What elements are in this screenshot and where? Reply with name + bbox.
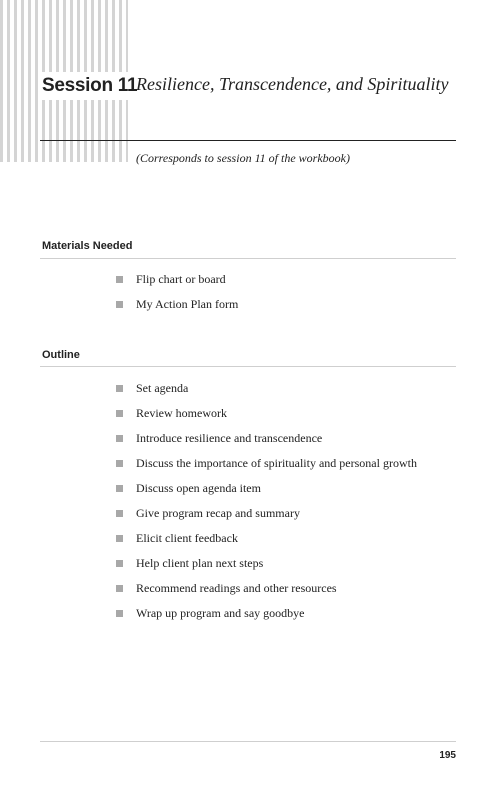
session-label: Session 11 [38, 72, 143, 100]
list-item-text: Review homework [136, 406, 227, 420]
list-item [116, 551, 417, 576]
list-item-text: My Action Plan form [136, 297, 239, 311]
list-item [116, 401, 417, 426]
list-item-text: Wrap up program and say goodbye [136, 606, 305, 620]
page-number: 195 [439, 750, 456, 761]
list-item-text: Introduce resilience and transcendence [136, 431, 323, 445]
square-bullet-icon [116, 560, 123, 567]
list-item [116, 267, 238, 292]
list-item-text: Elicit client feedback [136, 531, 238, 545]
square-bullet-icon [116, 435, 123, 442]
square-bullet-icon [116, 610, 123, 617]
list-item [116, 501, 417, 526]
list-item-text: Give program recap and summary [136, 506, 300, 520]
square-bullet-icon [116, 385, 123, 392]
list-item [116, 426, 417, 451]
list-item [116, 451, 417, 476]
square-bullet-icon [116, 510, 123, 517]
materials-divider [40, 258, 456, 259]
materials-list [116, 267, 238, 317]
outline-divider [40, 366, 456, 367]
square-bullet-icon [116, 301, 123, 308]
footer-divider [40, 741, 456, 742]
list-item [116, 376, 417, 401]
square-bullet-icon [116, 276, 123, 283]
square-bullet-icon [116, 485, 123, 492]
square-bullet-icon [116, 535, 123, 542]
list-item-text: Discuss open agenda item [136, 481, 261, 495]
list-item-text: Recommend readings and other resources [136, 581, 337, 595]
square-bullet-icon [116, 585, 123, 592]
list-item [116, 576, 417, 601]
session-title: Resilience, Transcendence, and Spirituality [136, 74, 449, 94]
outline-list [116, 376, 417, 626]
list-item-text: Discuss the importance of spirituality and personal growth [136, 456, 417, 470]
list-item-text: Set agenda [136, 381, 189, 395]
list-item-text: Help client plan next steps [136, 556, 264, 570]
list-item [116, 292, 238, 317]
square-bullet-icon [116, 410, 123, 417]
list-item-text: Flip chart or board [136, 272, 226, 286]
corresponds-note: (Corresponds to session 11 of the workbook) [136, 151, 350, 165]
outline-heading: Outline [42, 349, 80, 361]
list-item [116, 526, 417, 551]
materials-heading: Materials Needed [42, 240, 133, 252]
header-divider [40, 140, 456, 141]
list-item [116, 601, 417, 626]
square-bullet-icon [116, 460, 123, 467]
list-item [116, 476, 417, 501]
